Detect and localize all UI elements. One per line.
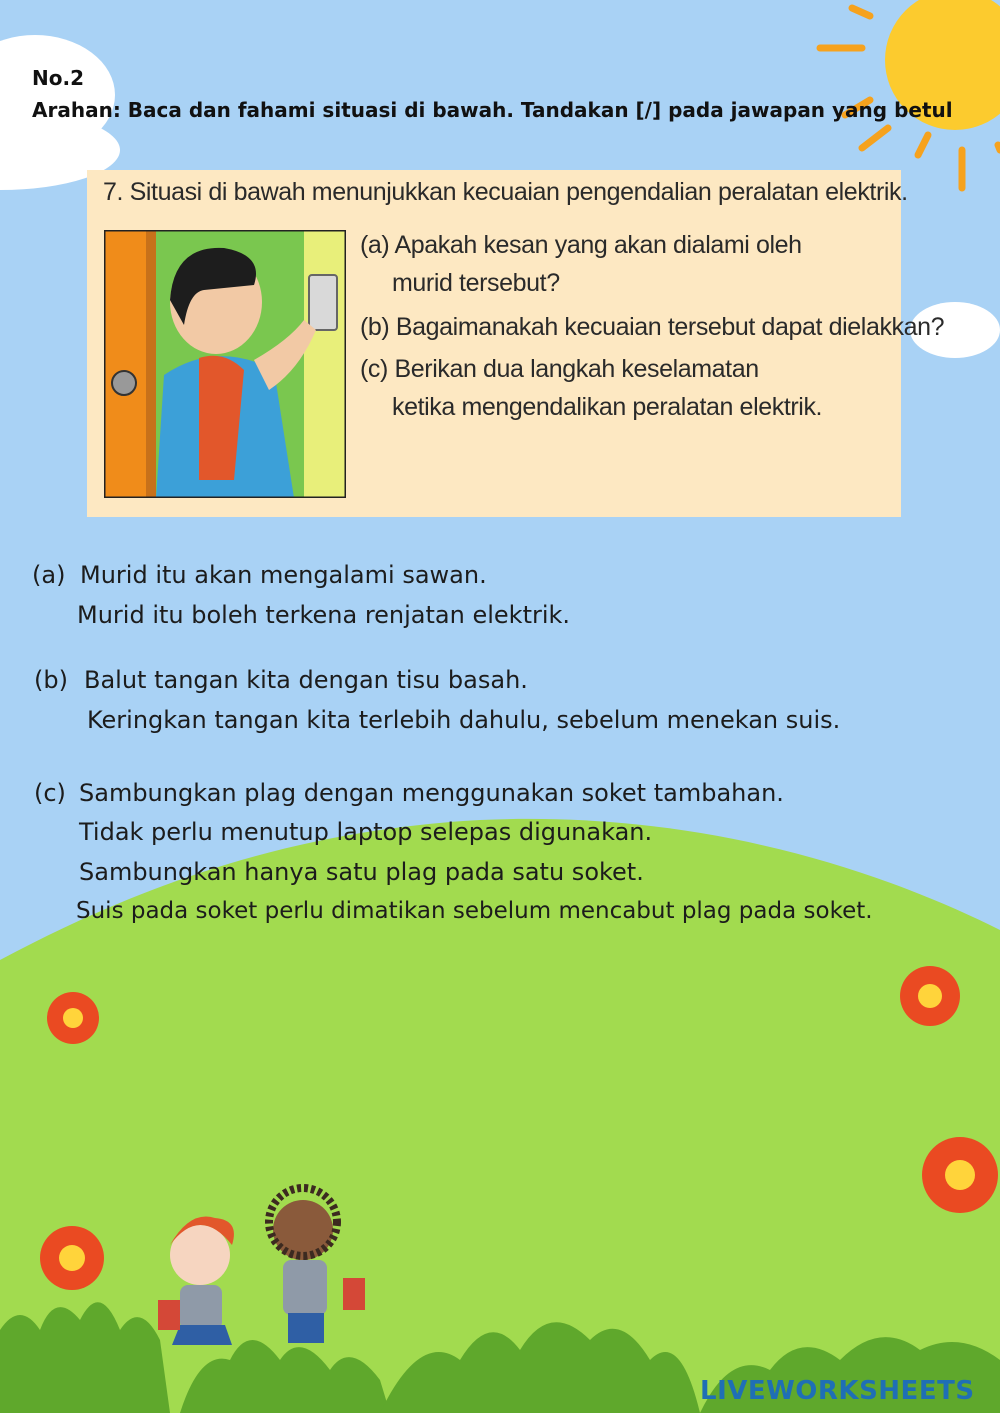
question-item-a-line2: murid tersebut?	[392, 269, 560, 297]
answer-option[interactable]: Murid itu boleh terkena renjatan elektrik.	[77, 601, 571, 629]
flower-icon-2	[900, 966, 960, 1026]
answer-option[interactable]: Balut tangan kita dengan tisu basah.	[84, 666, 528, 694]
question-title: 7. Situasi di bawah menunjukkan kecuaian pengendalian peralatan elektrik.	[103, 178, 908, 206]
question-item-b	[360, 308, 944, 346]
liveworksheets-text: LIVEWORKSHEETS	[700, 1376, 975, 1406]
answer-option[interactable]: Tidak perlu menutup laptop selepas digunakan.	[79, 818, 653, 846]
answer-option[interactable]: Sambungkan hanya satu plag pada satu soket.	[79, 858, 644, 886]
answer-option[interactable]: Murid itu akan mengalami sawan.	[80, 561, 487, 589]
answer-option[interactable]: Suis pada soket perlu dimatikan sebelum mencabut plag pada soket.	[76, 898, 873, 924]
instruction-line	[32, 94, 953, 126]
answer-a-label: (a)	[32, 561, 66, 589]
question-item-b-line1: (b) Bagaimanakah kecuaian tersebut dapat dielakkan?	[360, 313, 945, 341]
question-number: No.2	[32, 66, 84, 90]
arahan-text: : Baca dan fahami situasi di bawah. Tandakan [/] pada jawapan yang betul	[112, 98, 953, 122]
question-item-a-line1: (a) Apakah kesan yang akan dialami oleh	[360, 231, 802, 259]
answer-c-label: (c)	[34, 779, 66, 807]
answer-option[interactable]: Sambungkan plag dengan menggunakan soket tambahan.	[79, 779, 784, 807]
question-item-c	[360, 350, 822, 426]
student-switch-illustration	[104, 230, 346, 498]
question-item-c-line1: (c) Berikan dua langkah keselamatan	[360, 355, 759, 383]
answer-b-label: (b)	[34, 666, 68, 694]
question-item-a	[360, 226, 802, 302]
instructions-header	[32, 62, 953, 126]
arahan-label: Arahan	[32, 98, 113, 122]
liveworksheets-logo	[700, 1376, 975, 1406]
flower-icon-1	[47, 992, 99, 1044]
flower-icon-4	[40, 1226, 104, 1290]
question-item-c-line2: ketika mengendalikan peralatan elektrik.	[392, 393, 823, 421]
flower-icon-3	[922, 1137, 998, 1213]
answer-option[interactable]: Keringkan tangan kita terlebih dahulu, sebelum menekan suis.	[87, 706, 841, 734]
